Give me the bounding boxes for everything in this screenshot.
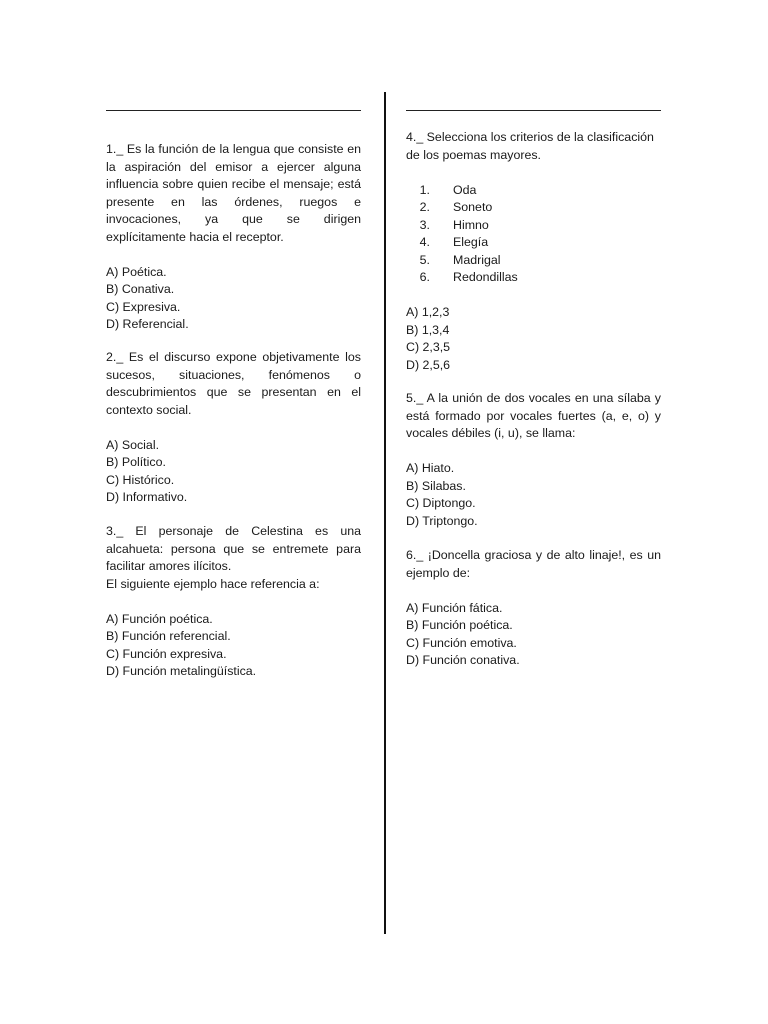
question-1-stem: 1._ Es la función de la lengua que consiste en la aspiración del emisor a ejercer alguna influencia sobre quien recibe el mensaje; está presente en las órdenes, ruegos e invocaciones, ya que se dirigen explícitamente hacia el receptor. (106, 142, 361, 244)
question-3-stem-continuation: El siguiente ejemplo hace referencia a: (106, 576, 320, 591)
option-d: D) Informativo. (106, 490, 188, 504)
option-d: D) Función conativa. (406, 653, 520, 667)
criteria-item: 1. Oda (419, 182, 477, 197)
question-2 (106, 349, 361, 507)
option-a: A) Social. (106, 437, 160, 452)
criteria-list (406, 182, 661, 287)
option-b: B) Función referencial. (106, 629, 231, 643)
option-a: A) Función poética. (106, 611, 213, 626)
option-a: A) 1,2,3 (406, 305, 450, 319)
option-d: D) Función metalingüística. (106, 664, 257, 678)
option-c: C) Diptongo. (406, 496, 476, 510)
criteria-item: 2. Soneto (419, 200, 493, 214)
question-5 (406, 390, 661, 530)
option-c: C) Función emotiva. (406, 635, 517, 650)
option-a: A) Hiato. (406, 461, 455, 475)
option-b: B) Silabas. (406, 478, 466, 493)
criteria-item: 6. Redondillas (419, 270, 518, 284)
criteria-item: 3. Himno (419, 217, 489, 232)
question-1-options (106, 264, 361, 334)
question-2-stem: 2._ Es el discurso expone objetivamente los sucesos, situaciones, fenómenos o descubrimientos que se presentan en el contexto social. (106, 350, 361, 417)
option-a: A) Función fática. (406, 600, 503, 615)
option-b: B) Conativa. (106, 282, 175, 296)
question-4-options (406, 304, 661, 374)
column-divider (384, 92, 386, 934)
option-c: C) Histórico. (106, 472, 175, 487)
option-c: C) Expresiva. (106, 299, 181, 314)
question-4 (406, 129, 661, 374)
question-6-stem: 6._ ¡Doncella graciosa y de alto linaje!, es un ejemplo de: (406, 548, 661, 580)
question-4-stem: 4._ Selecciona los criterios de la clasificación de los poemas mayores. (406, 130, 654, 162)
question-1 (106, 141, 361, 334)
option-b: B) Político. (106, 455, 166, 469)
option-b: B) 1,3,4 (406, 322, 450, 337)
option-d: D) Triptongo. (406, 513, 478, 528)
option-c: C) Función expresiva. (106, 646, 227, 661)
question-3-options (106, 611, 361, 681)
question-2-options (106, 437, 361, 507)
question-3 (106, 523, 361, 681)
criteria-item: 4. Elegía (419, 235, 489, 249)
right-header-rule (406, 110, 661, 111)
option-d: D) Referencial. (106, 317, 189, 331)
option-c: C) 2,3,5 (406, 340, 451, 354)
question-5-stem: 5._ A la unión de dos vocales en una sílaba y está formado por vocales fuertes (a, e, o) y vocales débiles (i, u), se llama: (406, 391, 661, 440)
question-6-options (406, 600, 661, 670)
option-b: B) Función poética. (406, 618, 513, 632)
question-3-stem: 3._ El personaje de Celestina es una alcahueta: persona que se entremete para facilitar amores ilícitos. (106, 524, 361, 573)
option-d: D) 2,5,6 (406, 357, 451, 372)
question-5-options (406, 460, 661, 530)
left-header-rule (106, 110, 361, 111)
option-a: A) Poética. (106, 264, 167, 279)
question-6 (406, 547, 661, 670)
criteria-item: 5. Madrigal (419, 252, 501, 267)
